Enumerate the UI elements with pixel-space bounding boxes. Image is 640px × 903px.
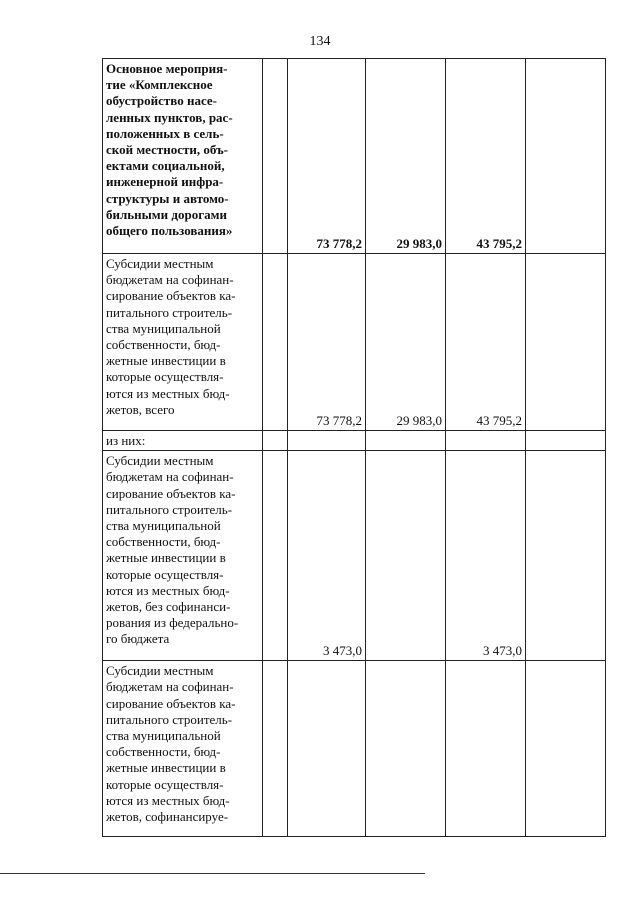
- value-cell-col5: [526, 254, 606, 431]
- value-cell-col3: 29 983,0: [366, 254, 446, 431]
- value-cell-col4: [446, 431, 526, 451]
- table-row: [103, 254, 606, 431]
- value-cell-col4: 3 473,0: [446, 451, 526, 661]
- value-cell-col5: [526, 59, 606, 254]
- value-cell-col4: [446, 661, 526, 837]
- value-cell-col3: [366, 661, 446, 837]
- table-row: [103, 451, 606, 661]
- page-number: 134: [309, 34, 331, 49]
- table-row: [103, 661, 606, 837]
- value-cell-col3: [366, 431, 446, 451]
- value-cell-col3: [366, 451, 446, 661]
- row-label-cell: [103, 431, 263, 451]
- value-cell-col5: [526, 661, 606, 837]
- value-cell-col4: 43 795,2: [446, 59, 526, 254]
- value-cell-col2: [288, 431, 366, 451]
- value-cell-col1: [263, 254, 288, 431]
- value-cell-col5: [526, 451, 606, 661]
- row-label-cell: [103, 59, 263, 254]
- row-label: Субсидии местным бюджетам на софинан- сирование объектов ка- питального строитель- ства муниципальной собственности, бюд- жетные инвестиции в которые осуществля- ются из местных бюд- жетов, без софинанси- рования из федерально- го бюджета: [106, 453, 239, 647]
- page-bottom-rule: [0, 873, 425, 874]
- value-cell-col2: 3 473,0: [288, 451, 366, 661]
- row-label: из них:: [106, 433, 146, 448]
- value-cell-col2: 73 778,2: [288, 254, 366, 431]
- value-cell-col2: 73 778,2: [288, 59, 366, 254]
- table-row: [103, 59, 606, 254]
- value-cell-col4: 43 795,2: [446, 254, 526, 431]
- row-label-cell: [103, 254, 263, 431]
- budget-table: [102, 58, 606, 837]
- value-cell-col1: [263, 59, 288, 254]
- value-cell-col2: [288, 661, 366, 837]
- value-cell-col1: [263, 661, 288, 837]
- value-cell-col1: [263, 451, 288, 661]
- row-label: Субсидии местным бюджетам на софинан- сирование объектов ка- питального строитель- ства муниципальной собственности, бюд- жетные инвестиции в которые осуществля- ются из местных бюд- жетов, всего: [106, 256, 236, 417]
- value-cell-col1: [263, 431, 288, 451]
- value-cell-col3: 29 983,0: [366, 59, 446, 254]
- value-cell-col5: [526, 431, 606, 451]
- row-label: Субсидии местным бюджетам на софинан- сирование объектов ка- питального строитель- ства муниципальной собственности, бюд- жетные инвестиции в которые осуществля- ются из местных бюд- жетов, софинансируе-: [106, 663, 236, 825]
- row-label-cell: [103, 451, 263, 661]
- row-label: Основное мероприя- тие «Комплексное обустройство насе- ленных пунктов, рас- положенных в сель- ской местности, объ- ектами социальной, инженерной инфра- структуры и автомо- бильными дорогами общего пользования»: [106, 61, 233, 239]
- row-label-cell: [103, 661, 263, 837]
- table-row: [103, 431, 606, 451]
